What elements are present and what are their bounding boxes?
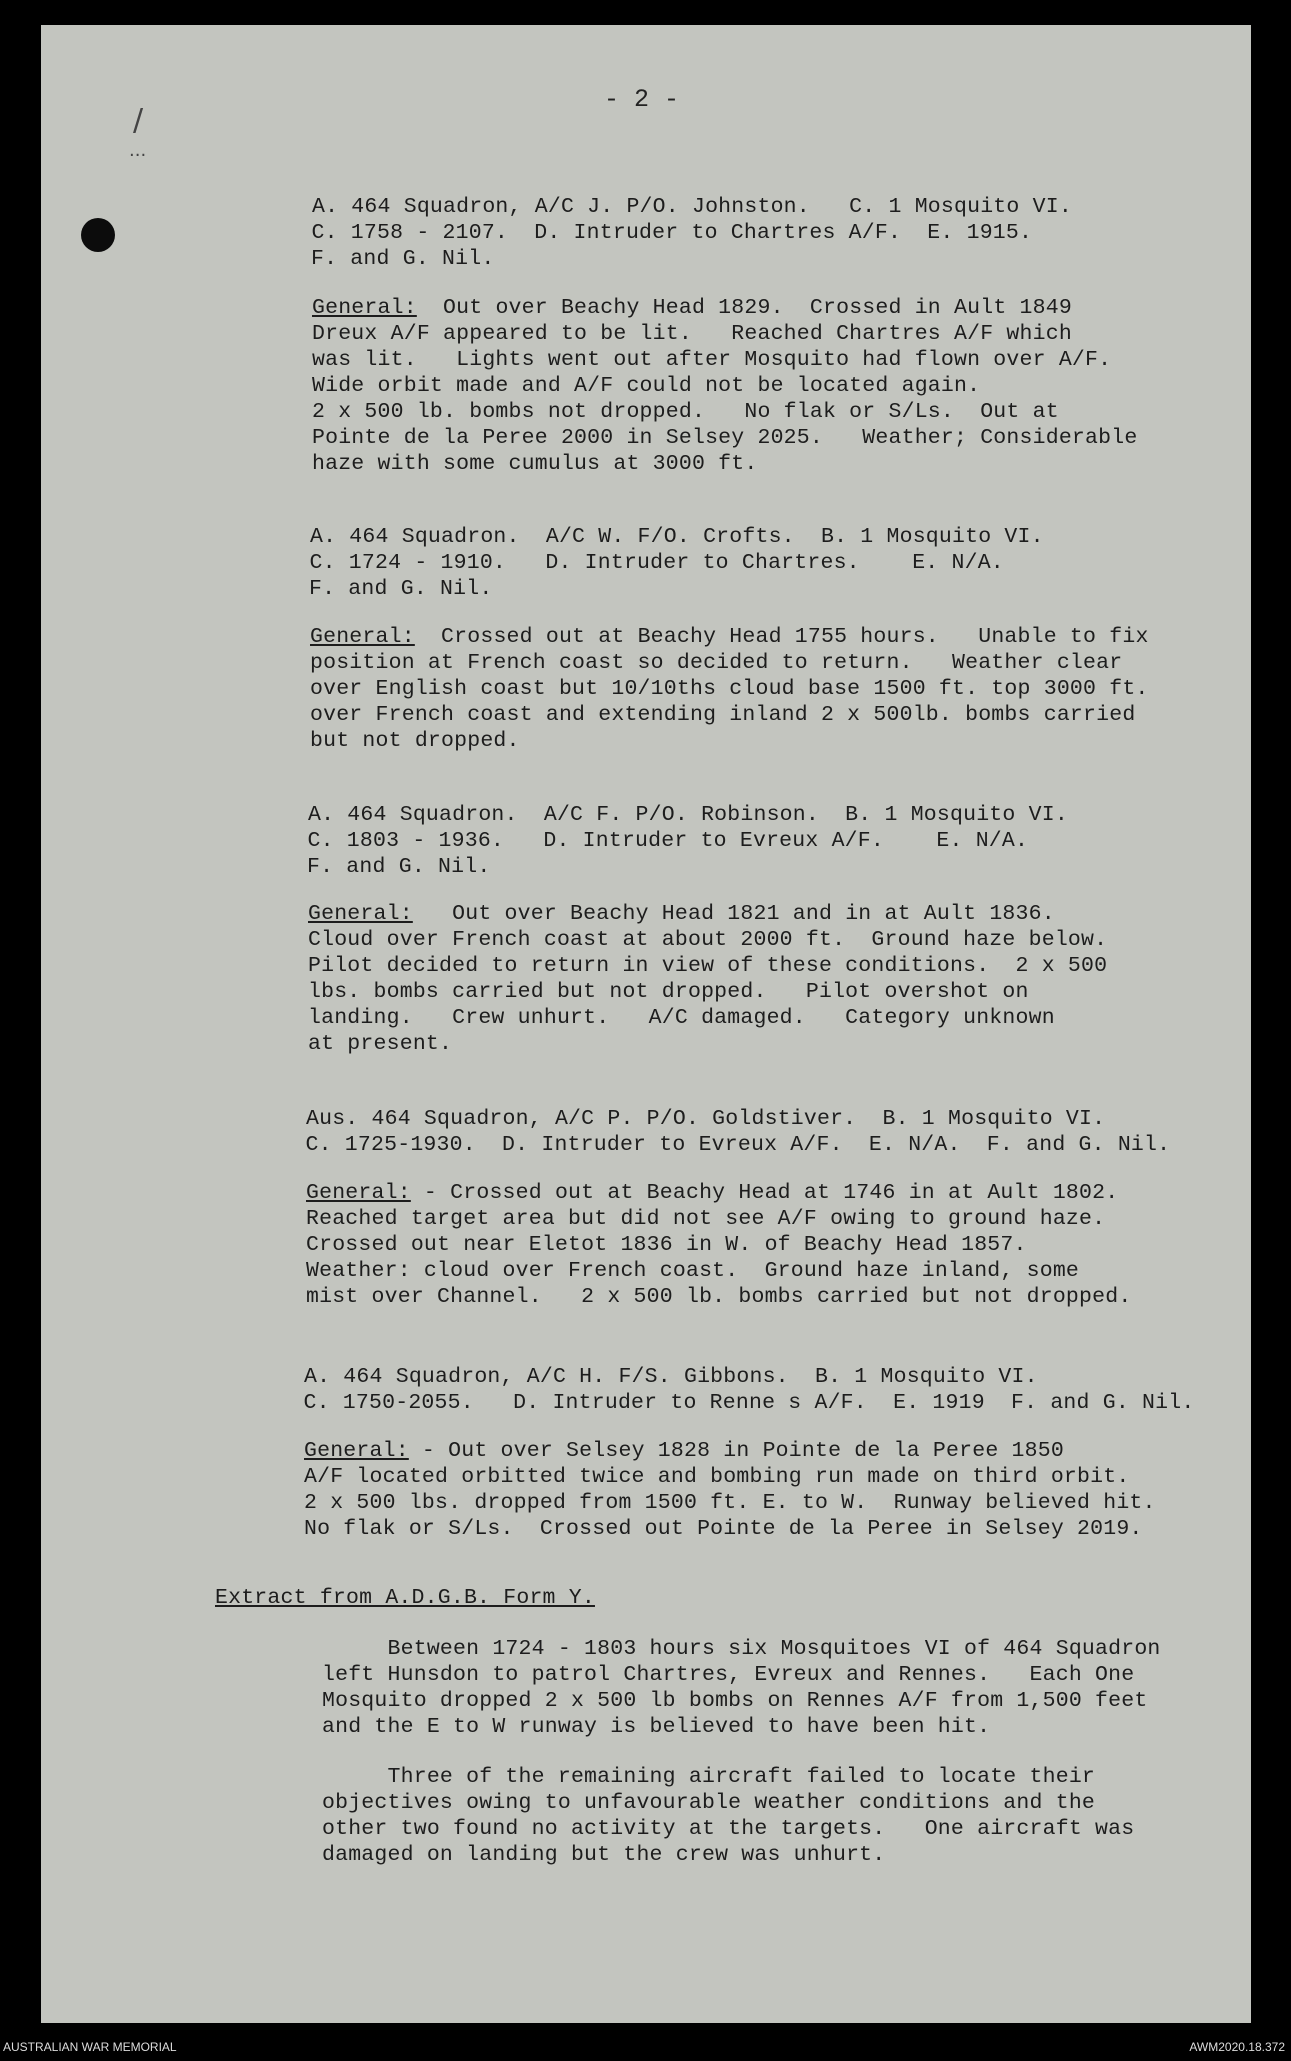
entry-general-line <box>304 1438 1064 1464</box>
general-text: Crossed out at Beachy Head 1755 hours. Unable to fix <box>414 625 1149 649</box>
entry-header-line: C. 1758 - 2107. D. Intruder to Chartres A/F. E. 1915. <box>311 221 1033 245</box>
entry-general-line: 2 x 500 lb. bombs not dropped. No flak or S/Ls. Out at <box>312 400 1059 424</box>
punch-hole <box>81 218 115 252</box>
extract-para1-line: Between 1724 - 1803 hours six Mosquitoes VI of 464 Squadron <box>322 1637 1161 1661</box>
entry-general-line: landing. Crew unhurt. A/C damaged. Category unknown <box>308 1006 1055 1030</box>
entry-header-line: C. 1725-1930. D. Intruder to Evreux A/F. E. N/A. F. and G. Nil. <box>305 1133 1171 1157</box>
entry-header-line: C. 1724 - 1910. D. Intruder to Chartres. E. N/A. <box>309 551 1004 575</box>
extract-para1-line: and the E to W runway is believed to have been hit. <box>322 1715 991 1739</box>
extract-heading: Extract from A.D.G.B. Form Y. <box>215 1586 595 1610</box>
entry-header-line: Aus. 464 Squadron, A/C P. P/O. Goldstiver. B. 1 Mosquito VI. <box>306 1107 1106 1131</box>
entry-general-line: was lit. Lights went out after Mosquito had flown over A/F. <box>312 348 1112 372</box>
entry-general-line: 2 x 500 lbs. dropped from 1500 ft. E. to W. Runway believed hit. <box>304 1491 1156 1515</box>
entry-general-line: Weather: cloud over French coast. Ground haze inland, some <box>306 1259 1080 1283</box>
entry-header-line: F. and G. Nil. <box>311 247 495 271</box>
footer-right: AWM2020.18.372 <box>1189 2040 1285 2054</box>
pencil-mark: / <box>133 103 144 138</box>
extract-para2-line: objectives owing to unfavourable weather conditions and the <box>322 1791 1096 1815</box>
general-text: Out over Beachy Head 1821 and in at Ault 1836. <box>412 902 1055 926</box>
entry-general-line: position at French coast so decided to return. Weather clear <box>310 651 1123 675</box>
general-label: General: <box>304 1439 409 1463</box>
entry-header-line: C. 1803 - 1936. D. Intruder to Evreux A/F. E. N/A. <box>307 829 1029 853</box>
entry-general-line: at present. <box>308 1032 453 1056</box>
general-text: - Out over Selsey 1828 in Pointe de la Peree 1850 <box>408 1439 1064 1463</box>
general-label: General: <box>312 296 417 320</box>
entry-general-line: No flak or S/Ls. Crossed out Pointe de la Peree in Selsey 2019. <box>304 1517 1143 1541</box>
entry-general-line <box>312 295 1072 321</box>
entry-general-line: lbs. bombs carried but not dropped. Pilot overshot on <box>308 980 1029 1004</box>
page-number: - 2 - <box>604 85 680 114</box>
entry-general-line: Reached target area but did not see A/F owing to ground haze. <box>306 1207 1106 1231</box>
general-label: General: <box>310 625 415 649</box>
general-text: Out over Beachy Head 1829. Crossed in Ault 1849 <box>416 296 1072 320</box>
entry-header-line: A. 464 Squadron. A/C F. P/O. Robinson. B. 1 Mosquito VI. <box>308 803 1068 827</box>
entry-header-line: A. 464 Squadron. A/C W. F/O. Crofts. B. 1 Mosquito VI. <box>310 525 1044 549</box>
entry-header-line: F. and G. Nil. <box>307 855 491 879</box>
entry-general-line: Pointe de la Peree 2000 in Selsey 2025. Weather; Considerable <box>312 426 1138 450</box>
entry-general-line: Wide orbit made and A/F could not be located again. <box>312 374 981 398</box>
entry-general-line <box>310 624 1149 650</box>
entry-header-line: A. 464 Squadron, A/C J. P/O. Johnston. C. 1 Mosquito VI. <box>312 195 1072 219</box>
entry-general-line: Cloud over French coast at about 2000 ft. Ground haze below. <box>308 928 1108 952</box>
general-label: General: <box>306 1181 411 1205</box>
extract-para2-line: other two found no activity at the targets. One aircraft was <box>322 1817 1135 1841</box>
entry-general-line: mist over Channel. 2 x 500 lb. bombs carried but not dropped. <box>306 1285 1132 1309</box>
extract-para1-line: left Hunsdon to patrol Chartres, Evreux and Rennes. Each One <box>322 1663 1135 1687</box>
entry-general-line: A/F located orbitted twice and bombing run made on third orbit. <box>304 1465 1130 1489</box>
entry-general-line: over English coast but 10/10ths cloud base 1500 ft. top 3000 ft. <box>310 677 1149 701</box>
entry-header-line: C. 1750-2055. D. Intruder to Renne s A/F. E. 1919 F. and G. Nil. <box>303 1391 1195 1415</box>
entry-general-line <box>306 1180 1118 1206</box>
entry-general-line: Dreux A/F appeared to be lit. Reached Chartres A/F which <box>312 322 1072 346</box>
pencil-dots: ... <box>129 140 147 161</box>
extract-para2-line: damaged on landing but the crew was unhurt. <box>322 1843 886 1867</box>
entry-header-line: F. and G. Nil. <box>309 577 493 601</box>
entry-general-line: but not dropped. <box>310 729 520 753</box>
extract-para1-line: Mosquito dropped 2 x 500 lb bombs on Rennes A/F from 1,500 feet <box>322 1689 1148 1713</box>
entry-general-line: over French coast and extending inland 2 x 500lb. bombs carried <box>310 703 1136 727</box>
extract-para2-line: Three of the remaining aircraft failed to locate their <box>322 1765 1096 1789</box>
footer-left: AUSTRALIAN WAR MEMORIAL <box>3 2040 177 2054</box>
entry-general-line: Pilot decided to return in view of these conditions. 2 x 500 <box>308 954 1108 978</box>
entry-general-line: haze with some cumulus at 3000 ft. <box>312 452 758 476</box>
general-text: - Crossed out at Beachy Head at 1746 in at Ault 1802. <box>410 1181 1119 1205</box>
general-label: General: <box>308 902 413 926</box>
entry-general-line <box>308 901 1055 927</box>
entry-general-line: Crossed out near Eletot 1836 in W. of Beachy Head 1857. <box>306 1233 1027 1257</box>
entry-header-line: A. 464 Squadron, A/C H. F/S. Gibbons. B. 1 Mosquito VI. <box>304 1365 1038 1389</box>
